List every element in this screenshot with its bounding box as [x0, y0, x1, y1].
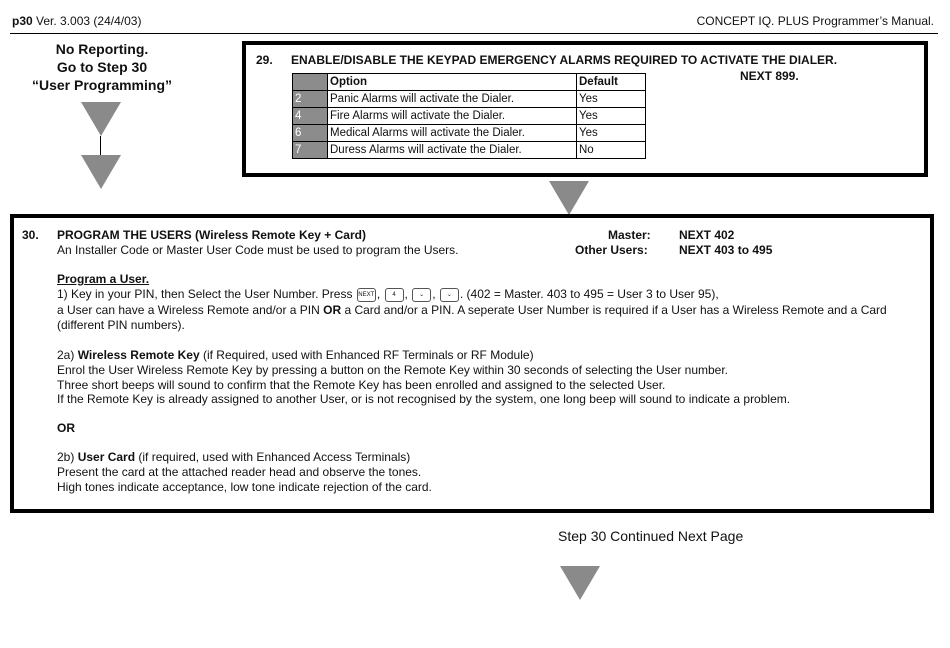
comma: , [376, 287, 381, 301]
step2b-heading [57, 450, 410, 464]
option-text: Duress Alarms will activate the Dialer. [328, 142, 577, 159]
options-table [292, 73, 646, 159]
table-header-row [293, 74, 646, 91]
step1-text-c-post: a Card and/or a PIN. A seperate User Number is required if a User has a Wireless Remote and a Card [341, 303, 887, 317]
side-note [22, 40, 182, 94]
step30-title: PROGRAM THE USERS (Wireless Remote Key + Card) [57, 228, 366, 242]
step2a-heading [57, 348, 534, 362]
comma: , [404, 287, 408, 301]
option-default: Yes [577, 91, 646, 108]
header-rule [10, 33, 938, 34]
step1-line1 [57, 287, 719, 302]
four-key-icon: 4 [385, 288, 404, 302]
table-header-option: Option [328, 74, 577, 91]
step29-next: NEXT 899. [740, 69, 799, 83]
down-arrow-icon [560, 566, 600, 600]
step2a-prefix: 2a) [57, 348, 78, 362]
step2a-line3: If the Remote Key is already assigned to another User, or is not recognised by the system, one long beep will sound to indicate a problem. [57, 392, 791, 406]
option-text: Panic Alarms will activate the Dialer. [328, 91, 577, 108]
option-number: 4 [293, 108, 328, 125]
step2a-title: Wireless Remote Key [77, 348, 200, 362]
table-row [293, 142, 646, 159]
step2b-suffix: (if required, used with Enhanced Access Terminals) [135, 450, 411, 464]
side-note-line2: Go to Step 30 [56, 59, 148, 75]
option-default: No [577, 142, 646, 159]
step2b-title: User Card [77, 450, 136, 464]
step1-line2 [57, 303, 887, 317]
step1-text-a: 1) Key in your PIN, then Select the User Number. Press [57, 287, 353, 301]
option-text: Medical Alarms will activate the Dialer. [328, 125, 577, 142]
step30-number: 30. [22, 228, 39, 242]
step29-title: ENABLE/DISABLE THE KEYPAD EMERGENCY ALARMS REQUIRED TO ACTIVATE THE DIALER. [291, 53, 838, 67]
option-text: Fire Alarms will activate the Dialer. [328, 108, 577, 125]
down-arrow-icon [549, 181, 589, 215]
side-note-line1: No Reporting. [55, 41, 149, 57]
master-next: NEXT 402 [679, 228, 735, 242]
down-arrow-icon [81, 155, 121, 189]
side-note-line3: “User Programming” [31, 77, 173, 93]
option-default: Yes [577, 108, 646, 125]
step29-number: 29. [256, 53, 273, 67]
connector-line [100, 136, 101, 156]
version-text: Ver. 3.003 (24/4/03) [36, 14, 142, 28]
option-number: 6 [293, 125, 328, 142]
master-label: Master: [608, 228, 651, 242]
step2b-line1: Present the card at the attached reader head and observe the tones. [57, 465, 422, 479]
step30-box [10, 214, 934, 513]
next-key-icon: NEXT [357, 288, 376, 302]
step1-text-c-pre: a User can have a Wireless Remote and/or a PIN [57, 303, 324, 317]
step1-text-c-or: OR [323, 303, 342, 317]
table-row [293, 125, 646, 142]
option-number: 7 [293, 142, 328, 159]
comma: , [432, 287, 436, 301]
down-key-icon: ⌄ [412, 288, 431, 302]
option-default: Yes [577, 125, 646, 142]
table-row [293, 108, 646, 125]
other-users-label: Other Users: [575, 243, 648, 257]
table-header-default: Default [577, 74, 646, 91]
continued-note: Step 30 Continued Next Page [558, 528, 744, 544]
step2a-line2: Three short beeps will sound to confirm that the Remote Key has been enrolled and assigned to the selected User. [57, 378, 666, 392]
step2b-line2: High tones indicate acceptance, low tone indicate rejection of the card. [57, 480, 432, 494]
program-user-heading: Program a User. [57, 272, 150, 286]
step1-text-b: . (402 = Master. 403 to 495 = User 3 to User 95), [459, 287, 719, 301]
page-header-left [12, 14, 141, 28]
other-users-next: NEXT 403 to 495 [679, 243, 773, 257]
step1-line3: (different PIN numbers). [57, 318, 185, 332]
manual-title: CONCEPT IQ. PLUS Programmer’s Manual. [696, 14, 934, 28]
option-number: 2 [293, 91, 328, 108]
down-arrow-icon [81, 102, 121, 136]
step2a-suffix: (if Required, used with Enhanced RF Terminals or RF Module) [199, 348, 534, 362]
step29-box [242, 41, 928, 177]
down-key-icon: ⌄ [440, 288, 459, 302]
page-number: p30 [12, 14, 33, 28]
or-label: OR [57, 421, 75, 435]
step2a-line1: Enrol the User Wireless Remote Key by pressing a button on the Remote Key within 30 seconds of selecting the User number. [57, 363, 729, 377]
step30-subtitle: An Installer Code or Master User Code must be used to program the Users. [57, 243, 459, 257]
step2b-prefix: 2b) [57, 450, 78, 464]
table-header-num [293, 74, 328, 91]
table-row [293, 91, 646, 108]
